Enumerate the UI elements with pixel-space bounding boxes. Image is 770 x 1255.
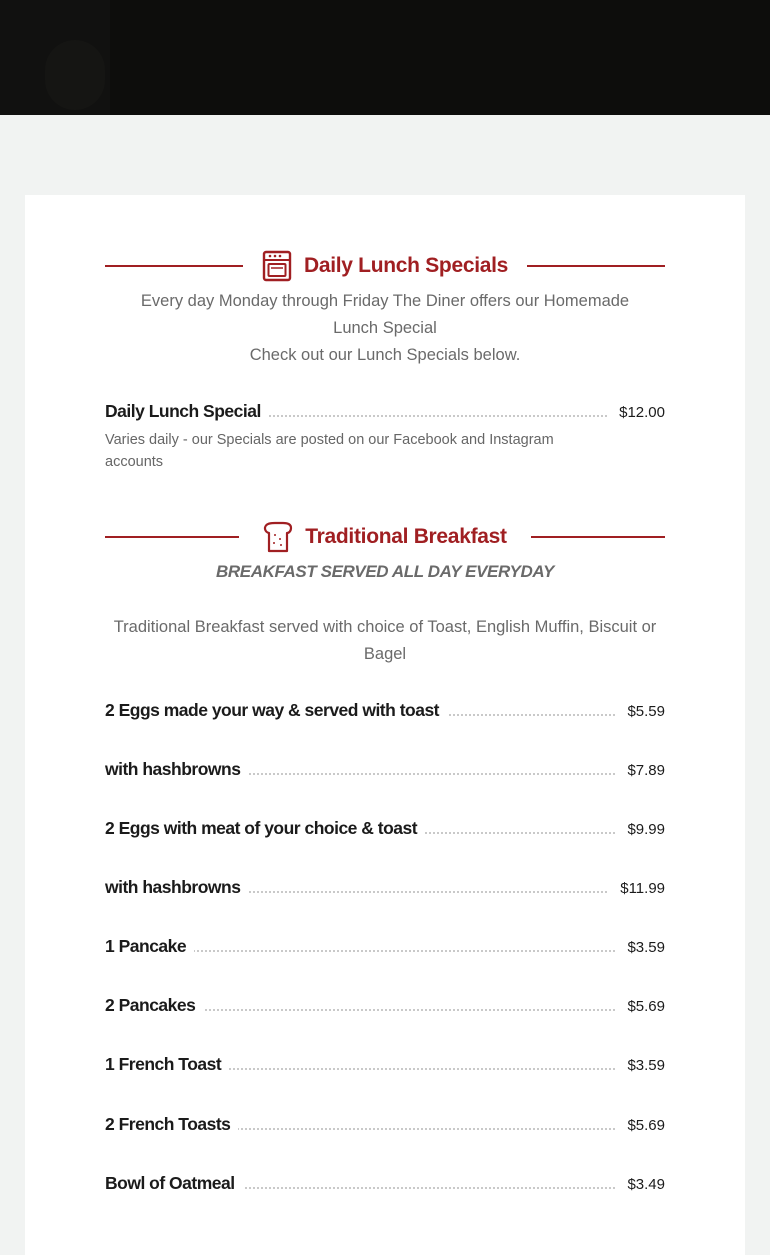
item-name: with hashbrowns (105, 877, 248, 898)
item-price: $12.00 (607, 404, 665, 421)
breakfast-tagline: BREAKFAST SERVED ALL DAY EVERYDAY (216, 562, 554, 581)
lunch-description-line1: Every day Monday through Friday The Diner offers our Homemade Lunch Special (140, 292, 630, 337)
section-header-lunch (105, 248, 665, 284)
section-title-breakfast: Traditional Breakfast (305, 525, 507, 548)
hero-shadow-detail (45, 40, 105, 110)
item-name: 2 Pancakes (105, 995, 203, 1016)
menu-item (105, 995, 665, 1025)
menu-item (105, 877, 665, 907)
item-name: 2 Eggs made your way & served with toast (105, 700, 447, 721)
lunch-description (105, 288, 665, 369)
menu-item (105, 1114, 665, 1144)
breakfast-description: Traditional Breakfast served with choice of Toast, English Muffin, Biscuit or Bagel (113, 618, 657, 663)
hero-banner (0, 0, 770, 115)
item-price: $5.69 (615, 1117, 665, 1134)
item-name: Daily Lunch Special (105, 401, 269, 422)
item-price: $9.99 (615, 821, 665, 838)
item-price: $7.89 (615, 762, 665, 779)
section-title-lunch: Daily Lunch Specials (303, 254, 509, 277)
item-price: $3.59 (615, 939, 665, 956)
item-price: $11.99 (608, 880, 665, 897)
menu-item-daily-lunch-special (105, 401, 665, 470)
item-price: $5.59 (615, 703, 665, 720)
menu-card (25, 195, 745, 1255)
item-name: 2 Eggs with meat of your choice & toast (105, 818, 425, 839)
menu-item (105, 936, 665, 966)
menu-item (105, 818, 665, 848)
menu-item (105, 700, 665, 730)
menu-item (105, 1173, 665, 1203)
item-name: with hashbrowns (105, 759, 248, 780)
menu-item (105, 1054, 665, 1084)
item-name: 2 French Toasts (105, 1114, 238, 1135)
oven-icon (262, 250, 292, 282)
item-name: 1 French Toast (105, 1054, 229, 1075)
item-name: Bowl of Oatmeal (105, 1173, 243, 1194)
item-note: Varies daily - our Specials are posted on our Facebook and Instagram accounts (105, 432, 554, 470)
lunch-description-line2: Check out our Lunch Specials below. (249, 346, 521, 364)
toast-icon (263, 521, 293, 553)
section-header-breakfast (105, 519, 665, 555)
item-price: $3.49 (615, 1176, 665, 1193)
item-price: $5.69 (615, 998, 665, 1015)
menu-item (105, 759, 665, 789)
item-name: 1 Pancake (105, 936, 194, 957)
item-price: $3.59 (615, 1057, 665, 1074)
